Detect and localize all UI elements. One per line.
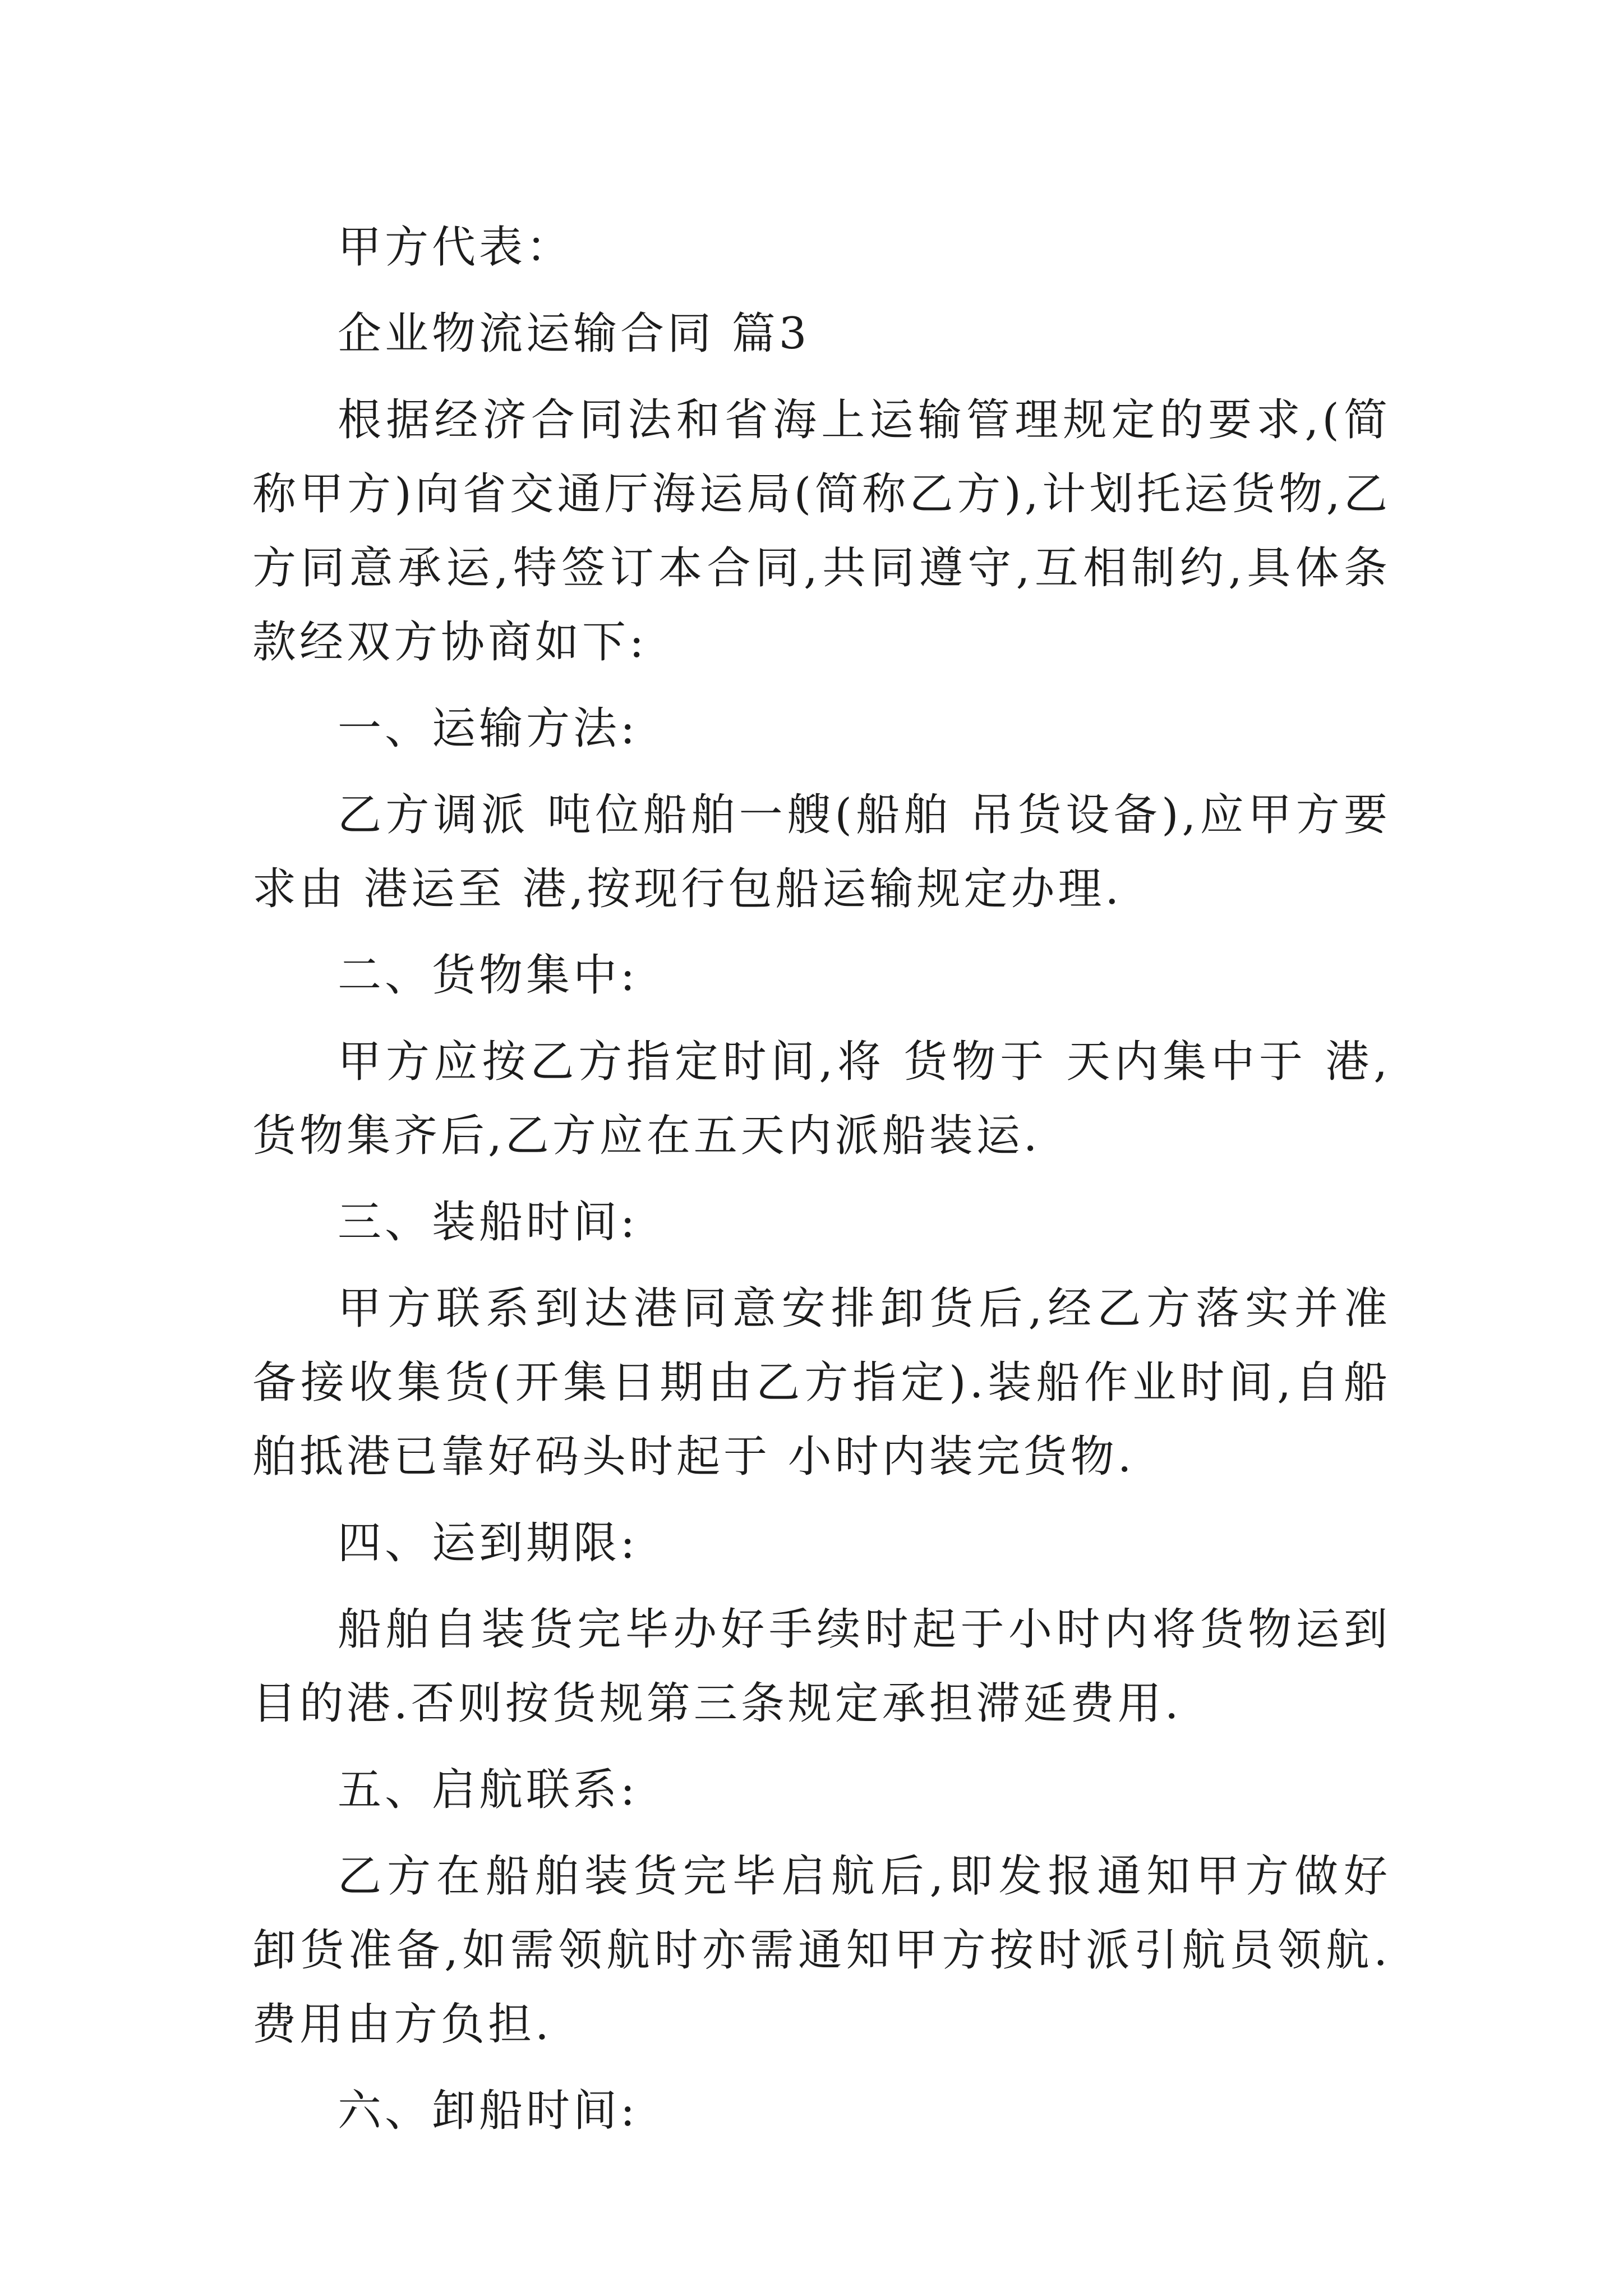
section-heading-departure-contact: 五、启航联系: bbox=[338, 1765, 639, 1815]
section-heading-cargo-collection: 二、货物集中: bbox=[338, 950, 639, 1001]
document-body bbox=[252, 210, 1391, 2160]
contract-title: 企业物流运输合同 篇3 bbox=[338, 309, 810, 359]
section-heading-delivery-deadline: 四、运到期限: bbox=[338, 1518, 639, 1568]
section-body-transport-method: 乙方调派 吨位船舶一艘(船舶 吊货设备),应甲方要求由 港运至 港,按现行包船运输规定办理. bbox=[252, 790, 1391, 914]
section-heading-unloading-time: 六、卸船时间: bbox=[338, 2086, 639, 2136]
section-body-departure-contact: 乙方在船舶装货完毕启航后,即发报通知甲方做好卸货准备,如需领航时亦需通知甲方按时派引航员领航.费用由方负担. bbox=[252, 1851, 1391, 2050]
section-body-cargo-collection: 甲方应按乙方指定时间,将 货物于 天内集中于 港,货物集齐后,乙方应在五天内派船装运. bbox=[252, 1037, 1391, 1161]
section-body-loading-time: 甲方联系到达港同意安排卸货后,经乙方落实并准备接收集货(开集日期由乙方指定).装船作业时间,自船舶抵港已靠好码头时起于 小时内装完货物. bbox=[252, 1283, 1391, 1482]
section-body-delivery-deadline: 船舶自装货完毕办好手续时起于小时内将货物运到目的港.否则按货规第三条规定承担滞延费用. bbox=[252, 1604, 1391, 1729]
section-heading-loading-time: 三、装船时间: bbox=[338, 1197, 639, 1248]
contract-preamble: 根据经济合同法和省海上运输管理规定的要求,(简称甲方)向省交通厅海运局(简称乙方),计划托运货物,乙方同意承运,特签订本合同,共同遵守,互相制约,具体条款经双方协商如下: bbox=[252, 395, 1391, 668]
party-a-representative: 甲方代表： bbox=[338, 222, 574, 273]
section-heading-transport-method: 一、运输方法: bbox=[338, 703, 639, 754]
